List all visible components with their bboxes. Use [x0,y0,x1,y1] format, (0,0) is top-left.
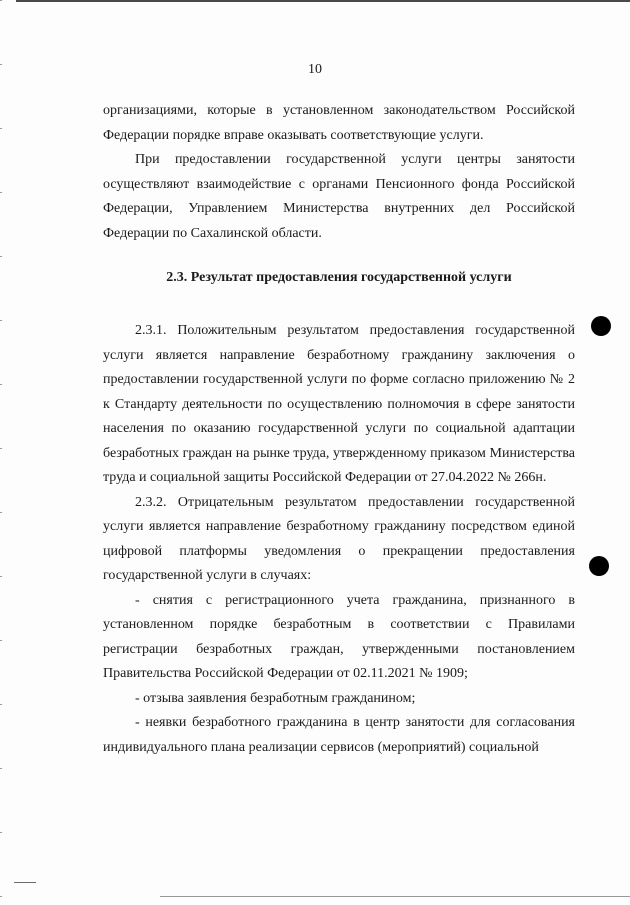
scan-top-edge [16,0,630,2]
scan-artifact-line [14,882,36,883]
punch-hole-mark [591,316,611,336]
paragraph: - отзыва заявления безработным гражданином; [135,690,416,706]
scan-artifact-line [160,896,630,897]
paragraph: При предоставлении государственной услуги центры занятости осуществляют взаимодействие с органами Пенсионного фонда Российской Федерации, Управлением Министерства внутренних дел Российской Федерации по Сахалинской области. [103,152,575,241]
paragraph: организациями, которые в установленном законодательством Российской Федерации порядке вправе оказывать соответствующие услуги. [103,103,575,143]
text-block-intro [103,99,575,246]
text-block-result [103,319,575,760]
scan-left-edge [0,0,2,905]
paragraph: - неявки безработного гражданина в центр занятости для согласования индивидуального плана реализации сервисов (мероприятий) социальной [103,715,575,755]
punch-hole-mark [589,556,609,576]
section-heading: 2.3. Результат предоставления государственной услуги [166,270,512,285]
page-number: 10 [308,62,322,77]
paragraph: - снятия с регистрационного учета гражданина, признанного в установленном порядке безработным в соответствии с Правилами регистрации безработных граждан, утвержденными постановлением Правительства Российской Федерации от 02.11.2021 № 1909; [103,592,575,681]
paragraph: 2.3.1. Положительным результатом предоставления государственной услуги является направление безработному гражданину заключения о предоставлении государственной услуги по форме согласно приложению № 2 к Стандарту деятельности по осуществлению полномочия в сфере занятости населения по оказанию государственной услуги по социальной адаптации безработных граждан на рынке труда, утвержденному приказом Министерства труда и социальной защиты Российской Федерации от 27.04.2022 № 266н. [103,323,575,485]
paragraph: 2.3.2. Отрицательным результатом предоставлении государственной услуги является направление безработному гражданину посредством единой цифровой платформы уведомления о прекращении предоставления государственной услуги в случаях: [103,494,575,583]
